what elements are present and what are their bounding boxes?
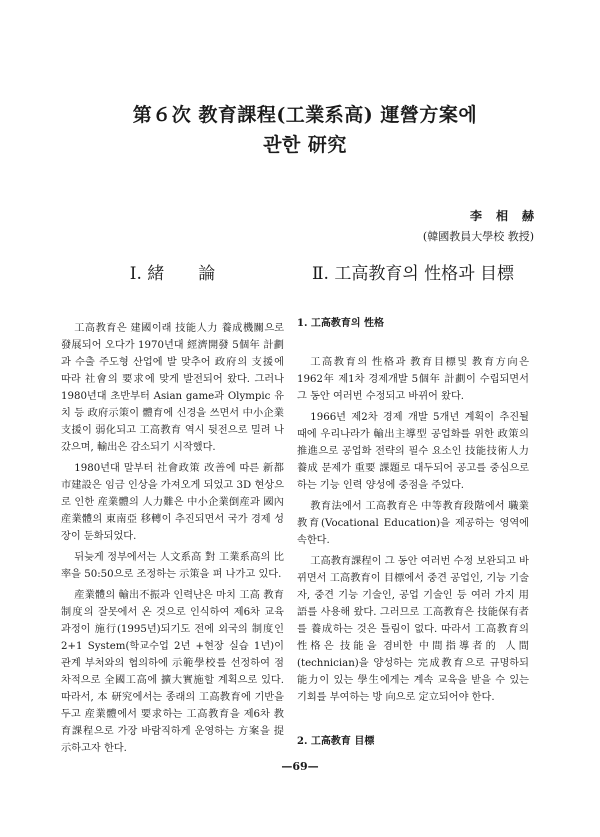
page-number: —69—	[281, 760, 319, 773]
body-paragraph: 工高教育은 建國이래 技能人力 養成機關으로 發展되어 오다가 1970년대 經濟開發 5個年 計劃과 수출 주도형 산업에 발 맞추어 政府의 支援에 따라 社會의 要求에 맞게 발전되어 왔다. 그러나 1980년대 초반부터 Asian game과 Olympic 유치 등 政府示策이 體育에 신경을 쓰면서 中小企業 支援이 弱化되고 工高教育 역시 뒷전으로 밀려 나갔으며, 輸出은 감소되기 시작했다.	[61, 323, 284, 453]
author-affiliation: (韓國教員大學校 教授)	[422, 230, 534, 243]
body-paragraph: 1980년대 말부터 社會政策 改善에 따른 新都市建設은 임금 인상을 가져오게 되었고 3D 현상으로 인한 産業體의 人力難은 中小企業倒産과 國內産業體의 東南亞 移轉이 추진되면서 국가 경제 성장이 둔화되었다.	[61, 463, 284, 542]
title-line-1: 第６次 教育課程(工業系高) 運營方案에	[132, 104, 478, 126]
subsection-2-heading: 2. 工高教育 目標	[297, 736, 375, 747]
paper-title	[60, 100, 550, 160]
body-paragraph: 工高教育의 性格과 教育目標및 教育方向은 1962年 제1차 경제개발 5個年 計劃이 수립되면서 그 동안 여러번 수정되고 바뀌어 왔다.	[297, 357, 529, 402]
body-paragraph: 教育法에서 工高教育은 中等教育段階에서 職業教育(Vocational Education)을 제공하는 영역에 속한다.	[297, 501, 529, 546]
author-block	[422, 207, 548, 244]
body-paragraph: 뒤늦게 정부에서는 人文系高 對 工業系高의 比率을 50:50으로 조정하는 示策을 펴 나가고 있다.	[61, 552, 284, 580]
author-name: 李相赫	[469, 209, 548, 223]
body-paragraph: 産業體의 輸出不振과 인력난은 마치 工高 教育 制度의 잘못에서 온 것으로 인식하여 제6차 교육과정이 施行(1995년)되기도 전에 외국의 制度인 2+1 System(학교수업 2년 +현장 실습 1년)이 관계 부처와의 협의하에 示範學校를 선정하여 점차적으로 全國工高에 擴大實施할 계획으로 있다. 따라서, 本 研究에서는 종래의 工高教育에 기반을 두고 産業體에서 要求하는 工高教育을 제6차 教育課程으로 가장 바람직하게 운영하는 方案을 提示하고자 한다.	[61, 590, 284, 754]
left-column	[61, 262, 284, 761]
title-line-2: 관한 研究	[263, 134, 347, 156]
section-1-heading: Ⅰ. 緒 論	[129, 264, 216, 284]
body-paragraph: 1966년 제2차 경제 개발 5개년 계획이 추진될 때에 우리나라가 輸出主導型 공업화를 위한 政策의 推進으로 공업화 전략의 필수 요소인 技能技術人力 養成 문제가 重要 課題로 대두되어 공고를 중심으로 하는 기능 인력 양성에 중점을 주었다.	[297, 412, 529, 491]
right-column	[297, 262, 529, 747]
subsection-1-heading: 1. 工高教育의 性格	[297, 318, 385, 329]
section-2-heading: Ⅱ. 工高教育의 性格과 目標	[311, 264, 514, 284]
body-paragraph: 工高教育課程이 그 동안 여러번 수정 보완되고 바뀌면서 工高教育이 目標에서 중견 공업인, 기능 기술자, 중견 기능 기술인, 공업 기술인 등 여러 가지 用語를 사용해 왔다. 그러므로 工高教育은 技能保有者를 養成하는 것은 틀림이 없다. 따라서 工高教育의 性格은 技能을 겸비한 中間指導者的 人間(technician)을 양성하는 完成教育으로 규명하되 能力이 있는 學生에게는 계속 교육을 받을 수 있는 기회를 부여하는 방 向으로 定立되어야 한다.	[297, 556, 529, 703]
